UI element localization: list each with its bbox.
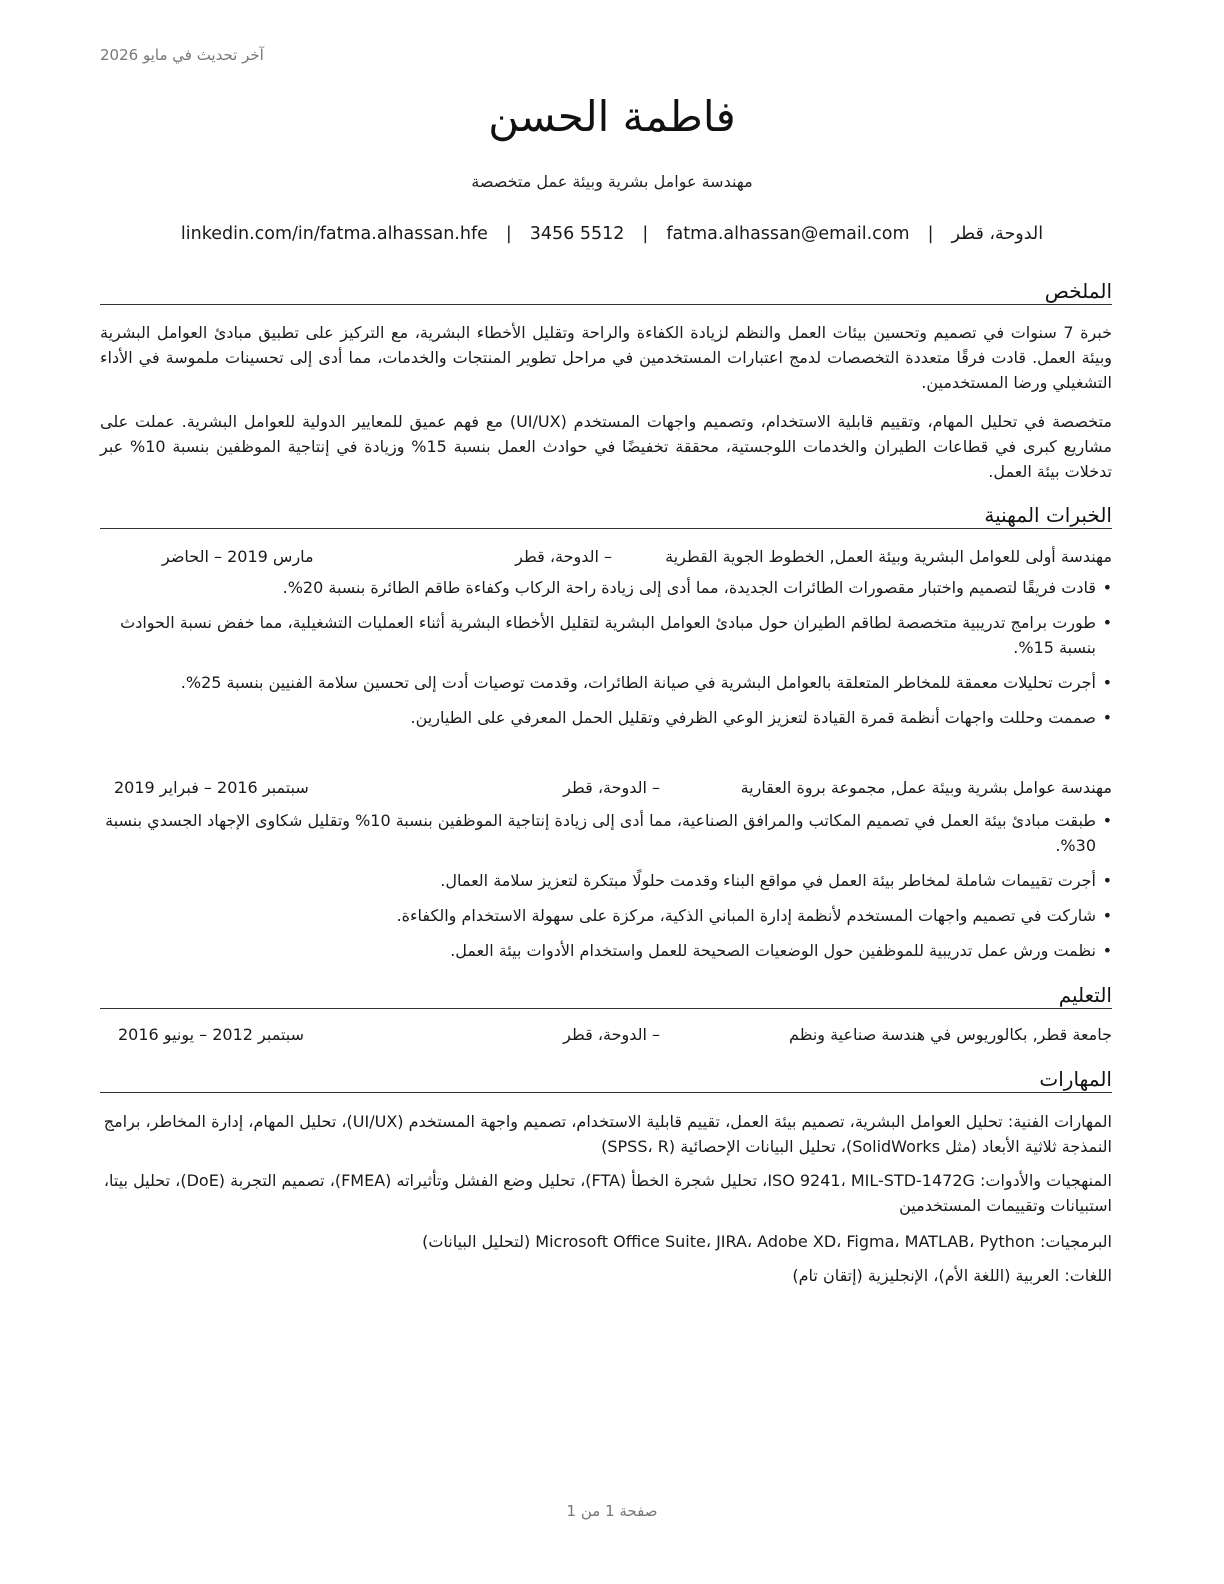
list-item: • نظمت ورش عمل تدريبية للموظفين حول الوضعيات الصحيحة للعمل واستخدام الأدوات بيئة العمل.: [100, 938, 1112, 963]
last-updated-note: آخر تحديث في مايو 2026: [100, 46, 264, 64]
contact-separator: |: [927, 224, 934, 244]
contact-bar: [0, 224, 1224, 244]
candidate-name: فاطمة الحسن: [488, 92, 736, 141]
contact-separator: |: [642, 224, 649, 244]
job-role: مهندسة عوامل بشرية وبيئة عمل, مجموعة بروة العقارية: [740, 778, 1112, 797]
summary-heading: الملخص: [100, 278, 1112, 305]
education-degree: جامعة قطر, بكالوريوس في هندسة صناعية ونظم: [789, 1025, 1112, 1044]
summary-paragraph-2: متخصصة في تحليل المهام، وتقييم قابلية الاستخدام، وتصميم واجهات المستخدم (UI/UX) مع فهم عميق للمعايير الدولية للعوامل البشرية. عملت على مشاريع كبرى في قطاعات الطيران والخدمات اللوجستية، محققة تخفيضًا في حوادث العمل بنسبة 15% وزيادة في إنتاجية الموظفين بنسبة 10% عبر تدخلات بيئة العمل.: [100, 412, 1112, 481]
job-header-2: [100, 776, 1112, 800]
job-header-1: [100, 545, 1112, 569]
contact-separator: |: [505, 224, 512, 244]
contact-phone[interactable]: 3456 5512: [529, 224, 625, 244]
list-item: • أجرت تحليلات معمقة للمخاطر المتعلقة بالعوامل البشرية في صيانة الطائرات، وقدمت توصيات أدت إلى تحسين سلامة الفنيين بنسبة 25%.: [100, 670, 1112, 695]
list-item: • أجرت تقييمات شاملة لمخاطر بيئة العمل في مواقع البناء وقدمت حلولًا مبتكرة لتعزيز سلامة العمال.: [100, 868, 1112, 893]
candidate-title: مهندسة عوامل بشرية وبيئة عمل متخصصة: [471, 172, 753, 191]
job-location: – الدوحة، قطر: [515, 547, 612, 566]
job-dates: مارس 2019 – الحاضر: [162, 547, 314, 566]
list-item: • قادت فريقًا لتصميم واختبار مقصورات الطائرات الجديدة، مما أدى إلى زيادة راحة الركاب وكفاءة طاقم الطائرة بنسبة 20%.: [100, 575, 1112, 600]
job-bullets-2: [100, 808, 1112, 973]
list-item: • طورت برامج تدريبية متخصصة لطاقم الطيران حول مبادئ العوامل البشرية لتقليل الأخطاء البشرية أثناء العمليات التشغيلية، مما خفض نسبة الحوادث بنسبة 15%.: [100, 610, 1112, 660]
skills-languages: اللغات: العربية (اللغة الأم)، الإنجليزية (إتقان تام): [792, 1266, 1112, 1285]
contact-email[interactable]: fatma.alhassan@email.com: [666, 224, 910, 244]
skills-technical: المهارات الفنية: تحليل العوامل البشرية، تصميم بيئة العمل، تقييم قابلية الاستخدام، تصميم واجهة المستخدم (UI/UX)، تحليل المهام، إدارة المخاطر، برامج النمذجة ثلاثية الأبعاد (مثل SolidWorks)، تحليل البيانات الإحصائية (SPSS، R): [103, 1112, 1112, 1156]
contact-location: الدوحة، قطر: [951, 224, 1044, 244]
education-dates: سبتمبر 2012 – يونيو 2016: [118, 1025, 305, 1044]
experience-heading: الخبرات المهنية: [100, 502, 1112, 529]
list-item: • شاركت في تصميم واجهات المستخدم لأنظمة إدارة المباني الذكية، مركزة على سهولة الاستخدام والكفاءة.: [100, 903, 1112, 928]
list-item: • طبقت مبادئ بيئة العمل في تصميم المكاتب والمرافق الصناعية، مما أدى إلى زيادة إنتاجية الموظفين بنسبة 10% وتقليل شكاوى الإجهاد الجسدي بنسبة 30%.: [100, 808, 1112, 858]
skills-heading: المهارات: [100, 1066, 1112, 1093]
education-location: – الدوحة، قطر: [563, 1025, 660, 1044]
skills-software: البرمجيات: Microsoft Office Suite، JIRA، Adobe XD، Figma، MATLAB، Python (لتحليل البيانات): [422, 1232, 1112, 1251]
job-dates: سبتمبر 2016 – فبراير 2019: [114, 778, 309, 797]
job-bullets-1: [100, 575, 1112, 740]
list-item: • صممت وحللت واجهات أنظمة قمرة القيادة لتعزيز الوعي الظرفي وتقليل الحمل المعرفي على الطيارين.: [100, 705, 1112, 730]
job-role: مهندسة أولى للعوامل البشرية وبيئة العمل, الخطوط الجوية القطرية: [665, 547, 1112, 566]
education-heading: التعليم: [100, 982, 1112, 1009]
job-location: – الدوحة، قطر: [563, 778, 660, 797]
page-number: صفحة 1 من 1: [566, 1502, 658, 1520]
summary-paragraph-1: خبرة 7 سنوات في تصميم وتحسين بيئات العمل والنظم لزيادة الكفاءة والراحة وتقليل الأخطاء البشرية، مع التركيز على تطبيق مبادئ العوامل البشرية وبيئة العمل. قادت فرقًا متعددة التخصصات لدمج اعتبارات المستخدمين في مراحل تطوير المنتجات والخدمات، مما أدى إلى تحسينات ملموسة في الأداء التشغيلي ورضا المستخدمين.: [100, 323, 1112, 392]
skills-methods: المنهجيات والأدوات: ISO 9241، MIL-STD-1472G، تحليل شجرة الخطأ (FTA)، تحليل وضع الفشل وتأثيراته (FMEA)، تصميم التجربة (DoE)، تحليل بيتا، استبيانات وتقييمات المستخدمين: [103, 1171, 1112, 1215]
education-entry: [100, 1023, 1112, 1047]
contact-linkedin[interactable]: linkedin.com/in/fatma.alhassan.hfe: [180, 224, 488, 244]
